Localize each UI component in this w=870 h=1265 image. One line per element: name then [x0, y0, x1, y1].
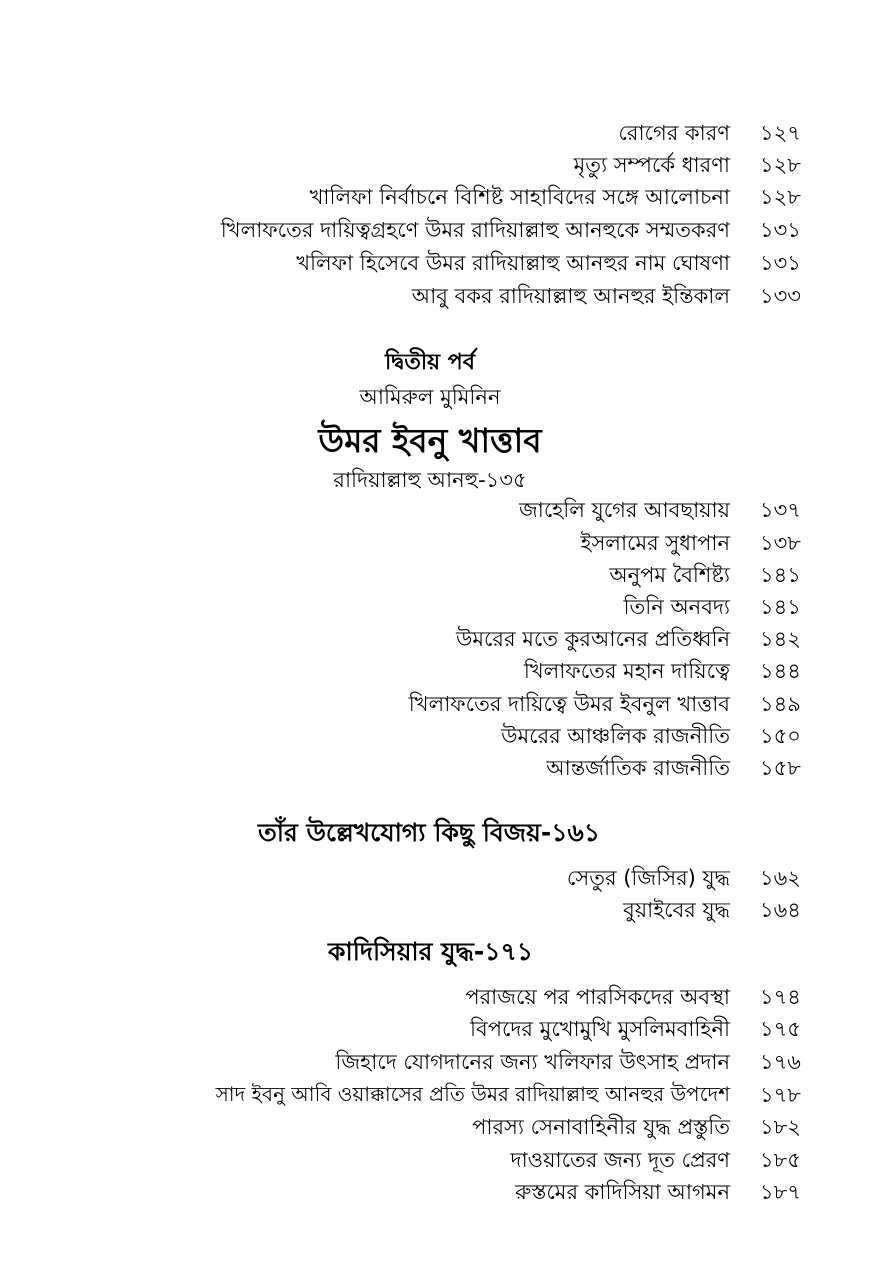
toc-entry-page: ১৩৩: [760, 283, 801, 308]
toc-entry: [309, 182, 801, 214]
toc-entry: [566, 863, 801, 895]
toc-entry-page: ১৪১: [760, 562, 801, 587]
toc-entry-title: জিহাদে যোগদানের জন্য খলিফার উৎসাহ প্রদান: [335, 1049, 730, 1074]
toc-entry-page: ১৩১: [760, 217, 801, 242]
toc-entry-page: ১৮৫: [760, 1147, 801, 1172]
toc-entry-title: ইসলামের সুধাপান: [580, 530, 730, 555]
toc-entry-title: উমরের মতে কুরআনের প্রতিধ্বনি: [455, 626, 730, 651]
toc-entry-title: বুয়াইবের যুদ্ধ: [623, 897, 730, 922]
toc-entry-title: খালিফা নির্বাচনে বিশিষ্ট সাহাবিদের সঙ্গে আলোচনা: [309, 184, 730, 209]
toc-entry-title: খলিফা হিসেবে উমর রাদিয়াল্লাহু আনহুর নাম ঘোষণা: [296, 250, 730, 275]
toc-entry-title: উমরের আঞ্চলিক রাজনীতি: [501, 723, 730, 748]
toc-entry-title: আবু বকর রাদিয়াল্লাহু আনহুর ইন্তিকাল: [411, 283, 730, 308]
toc-entry: [455, 624, 801, 656]
toc-entry: [215, 1080, 801, 1112]
part-label: দ্বিতীয় পর্ব: [385, 350, 475, 375]
toc-entry-title: খিলাফতের দায়িত্বে উমর ইবনুল খাত্তাব: [408, 691, 730, 716]
toc-entry-title: খিলাফতের মহান দায়িত্বে: [523, 658, 730, 683]
toc-entry: [609, 560, 801, 592]
toc-entry: [518, 495, 801, 527]
section-heading: তাঁর উল্লেখযোগ্য কিছু বিজয়-১৬১: [258, 818, 600, 847]
toc-entry: [408, 689, 801, 721]
toc-entry-page: ১২৮: [760, 184, 801, 209]
toc-entry: [335, 1047, 801, 1079]
toc-entry-page: ১৭৬: [760, 1049, 801, 1074]
toc-entry-page: ১৪১: [760, 594, 801, 619]
toc-entry-title: তিনি অনবদ্য: [623, 594, 730, 619]
toc-entry-title: রোগের কারণ: [618, 120, 730, 145]
toc-entry: [515, 1177, 801, 1209]
toc-entry: [472, 1112, 801, 1144]
toc-entry-page: ১৭৮: [760, 1082, 801, 1107]
toc-entry-page: ১৬২: [760, 865, 801, 890]
toc-entry: [296, 248, 801, 280]
toc-entry-title: রুস্তমের কাদিসিয়া আগমন: [515, 1179, 730, 1204]
toc-entry: [623, 592, 801, 624]
toc-entry-page: ১৪৪: [760, 658, 801, 683]
toc-entry-page: ১৩৭: [760, 497, 801, 522]
toc-entry: [220, 215, 801, 247]
toc-entry-title: পারস্য সেনাবাহিনীর যুদ্ধ প্রস্তুতি: [472, 1114, 730, 1139]
toc-entry-title: সেতুর (জিসির) যুদ্ধ: [566, 865, 730, 890]
toc-entry-page: ১৩৮: [760, 530, 801, 555]
toc-entry-title: খিলাফতের দায়িত্বগ্রহণে উমর রাদিয়াল্লাহু আনহুকে সম্মতকরণ: [220, 217, 730, 242]
toc-entry-page: ১৫০: [760, 723, 801, 748]
toc-entry-title: জাহেলি যুগের আবছায়ায়: [518, 497, 730, 522]
part-honorific: রাদিয়াল্লাহু আনহু-১৩৫: [333, 468, 527, 492]
toc-entry: [580, 528, 801, 560]
toc-entry-page: ১৮২: [760, 1114, 801, 1139]
section-heading: কাদিসিয়ার যুদ্ধ-১৭১: [328, 937, 533, 966]
toc-entry-title: দাওয়াতের জন্য দূত প্রেরণ: [510, 1147, 730, 1172]
toc-entry: [623, 895, 801, 927]
toc-entry-page: ১২৭: [760, 120, 801, 145]
toc-entry: [470, 1014, 801, 1046]
toc-entry-page: ১৭৫: [760, 1016, 801, 1041]
toc-entry-page: ১৩১: [760, 250, 801, 275]
toc-entry-page: ১৪৯: [760, 691, 801, 716]
toc-entry-title: মৃত্যু সম্পর্কে ধারণা: [573, 152, 730, 177]
toc-entry: [523, 656, 801, 688]
toc-entry-page: ১৬৪: [760, 897, 801, 922]
toc-entry: [510, 1145, 801, 1177]
toc-entry: [546, 753, 801, 785]
toc-entry: [411, 281, 801, 313]
toc-entry-title: সাদ ইবনু আবি ওয়াক্কাসের প্রতি উমর রাদিয়াল্লাহু আনহুর উপদেশ: [215, 1081, 730, 1106]
toc-entry: [618, 118, 801, 150]
toc-entry-title: আন্তর্জাতিক রাজনীতি: [546, 755, 730, 780]
toc-entry-title: পরাজয়ে পর পারসিকদের অবস্থা: [465, 984, 730, 1009]
toc-entry-page: ১২৮: [760, 152, 801, 177]
toc-entry-title: বিপদের মুখোমুখি মুসলিমবাহিনী: [470, 1016, 730, 1041]
part-name: উমর ইবনু খাত্তাব: [318, 421, 542, 460]
toc-entry: [465, 982, 801, 1014]
toc-entry-title: অনুপম বৈশিষ্ট্য: [609, 562, 730, 587]
toc-entry-page: ১৭৪: [760, 984, 801, 1009]
toc-entry: [501, 721, 801, 753]
toc-entry-page: ১৮৭: [760, 1179, 801, 1204]
part-subtitle: আমিরুল মুমিনিন: [359, 385, 501, 409]
toc-entry-page: ১৪২: [760, 626, 801, 651]
toc-entry: [573, 150, 801, 182]
toc-entry-page: ১৫৮: [760, 755, 801, 780]
